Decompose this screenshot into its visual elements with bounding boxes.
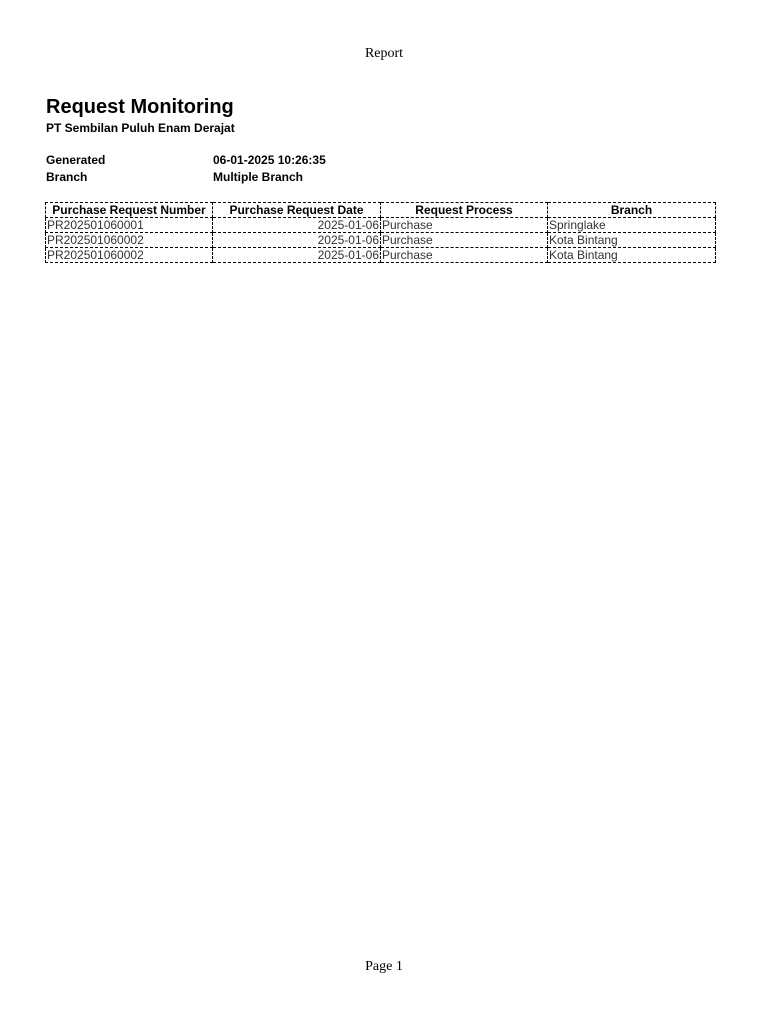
cell-request-number: PR202501060002: [46, 233, 213, 248]
page-header: Report: [364, 46, 404, 61]
branch-label: Branch: [46, 170, 88, 184]
cell-branch: Springlake: [548, 218, 716, 233]
table-body: [46, 218, 716, 263]
cell-request-process: Purchase: [381, 218, 548, 233]
cell-request-number: PR202501060001: [46, 218, 213, 233]
table-header-row: [46, 203, 716, 218]
table-header: [46, 203, 716, 218]
column-header-branch: Branch: [548, 203, 716, 218]
cell-request-date: 2025-01-06: [213, 248, 381, 263]
column-header-number: Purchase Request Number: [46, 203, 213, 218]
cell-request-number: PR202501060002: [46, 248, 213, 263]
column-header-date: Purchase Request Date: [213, 203, 381, 218]
table-row: [46, 248, 716, 263]
table-row: [46, 218, 716, 233]
cell-request-date: 2025-01-06: [213, 218, 381, 233]
column-header-process: Request Process: [381, 203, 548, 218]
page-number: Page 1: [365, 959, 403, 974]
cell-branch: Kota Bintang: [548, 248, 716, 263]
branch-row: [46, 169, 446, 185]
cell-request-date: 2025-01-06: [213, 233, 381, 248]
report-title: Request Monitoring: [46, 96, 234, 118]
company-name: PT Sembilan Puluh Enam Derajat: [46, 121, 235, 135]
cell-request-process: Purchase: [381, 248, 548, 263]
cell-branch: Kota Bintang: [548, 233, 716, 248]
branch-value: Multiple Branch: [213, 170, 304, 184]
generated-value: 06-01-2025 10:26:35: [213, 153, 326, 167]
request-table: [45, 202, 716, 263]
cell-request-process: Purchase: [381, 233, 548, 248]
generated-label: Generated: [46, 153, 106, 167]
table-row: [46, 233, 716, 248]
generated-row: [46, 152, 446, 168]
